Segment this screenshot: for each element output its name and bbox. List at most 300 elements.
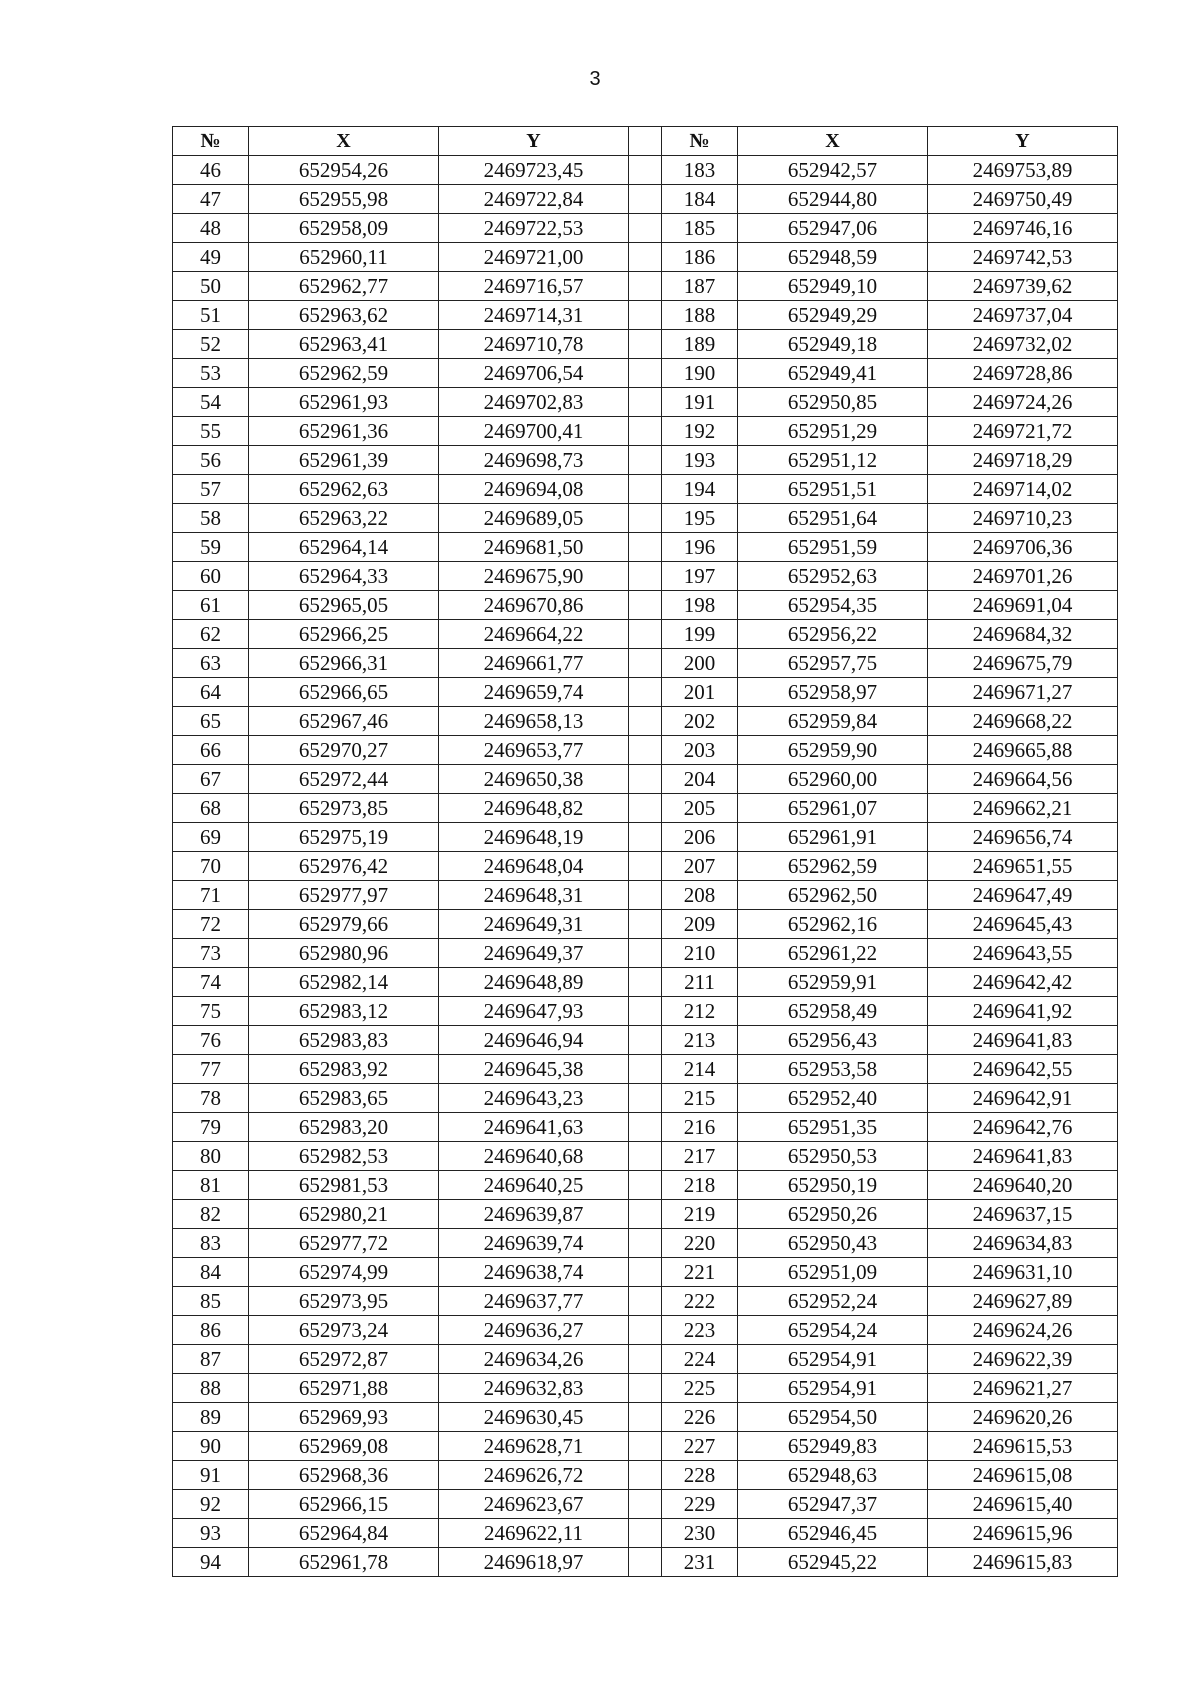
left-x-coordinate-cell: 652983,92 [249, 1055, 439, 1084]
table-row [173, 678, 1118, 707]
left-x-coordinate-cell: 652981,53 [249, 1171, 439, 1200]
right-y-coordinate-cell: 2469627,89 [928, 1287, 1118, 1316]
right-y-coordinate-cell: 2469642,76 [928, 1113, 1118, 1142]
right-y-coordinate-cell: 2469684,32 [928, 620, 1118, 649]
left-point-number-cell: 71 [173, 881, 249, 910]
header-y-left: Y [439, 127, 629, 156]
right-x-coordinate-cell: 652962,50 [738, 881, 928, 910]
right-point-number-cell: 216 [662, 1113, 738, 1142]
header-number-left: № [173, 127, 249, 156]
right-x-coordinate-cell: 652947,06 [738, 214, 928, 243]
gap-cell [629, 1316, 662, 1345]
left-y-coordinate-cell: 2469722,53 [439, 214, 629, 243]
left-x-coordinate-cell: 652973,85 [249, 794, 439, 823]
left-x-coordinate-cell: 652954,26 [249, 156, 439, 185]
left-point-number-cell: 92 [173, 1490, 249, 1519]
left-point-number-cell: 90 [173, 1432, 249, 1461]
gap-cell [629, 185, 662, 214]
right-point-number-cell: 231 [662, 1548, 738, 1577]
left-y-coordinate-cell: 2469636,27 [439, 1316, 629, 1345]
header-gap [629, 127, 662, 156]
gap-cell [629, 1142, 662, 1171]
left-y-coordinate-cell: 2469694,08 [439, 475, 629, 504]
table-row [173, 388, 1118, 417]
left-y-coordinate-cell: 2469670,86 [439, 591, 629, 620]
left-point-number-cell: 86 [173, 1316, 249, 1345]
right-point-number-cell: 187 [662, 272, 738, 301]
left-x-coordinate-cell: 652964,84 [249, 1519, 439, 1548]
table-row [173, 1403, 1118, 1432]
right-point-number-cell: 206 [662, 823, 738, 852]
right-x-coordinate-cell: 652952,24 [738, 1287, 928, 1316]
gap-cell [629, 852, 662, 881]
right-point-number-cell: 220 [662, 1229, 738, 1258]
left-y-coordinate-cell: 2469623,67 [439, 1490, 629, 1519]
right-x-coordinate-cell: 652950,43 [738, 1229, 928, 1258]
left-x-coordinate-cell: 652961,39 [249, 446, 439, 475]
right-y-coordinate-cell: 2469624,26 [928, 1316, 1118, 1345]
table-row [173, 1055, 1118, 1084]
gap-cell [629, 591, 662, 620]
right-x-coordinate-cell: 652953,58 [738, 1055, 928, 1084]
left-x-coordinate-cell: 652955,98 [249, 185, 439, 214]
right-point-number-cell: 207 [662, 852, 738, 881]
left-point-number-cell: 85 [173, 1287, 249, 1316]
right-y-coordinate-cell: 2469746,16 [928, 214, 1118, 243]
left-point-number-cell: 63 [173, 649, 249, 678]
table-row [173, 649, 1118, 678]
left-y-coordinate-cell: 2469640,25 [439, 1171, 629, 1200]
page-number: 3 [589, 68, 601, 90]
right-point-number-cell: 213 [662, 1026, 738, 1055]
right-point-number-cell: 214 [662, 1055, 738, 1084]
right-y-coordinate-cell: 2469665,88 [928, 736, 1118, 765]
left-y-coordinate-cell: 2469722,84 [439, 185, 629, 214]
header-y-right: Y [928, 127, 1118, 156]
left-point-number-cell: 53 [173, 359, 249, 388]
table-row [173, 1084, 1118, 1113]
table-row [173, 214, 1118, 243]
right-x-coordinate-cell: 652954,24 [738, 1316, 928, 1345]
coordinates-table [172, 126, 1118, 1577]
left-point-number-cell: 77 [173, 1055, 249, 1084]
table-row [173, 881, 1118, 910]
right-x-coordinate-cell: 652958,97 [738, 678, 928, 707]
right-y-coordinate-cell: 2469640,20 [928, 1171, 1118, 1200]
table-row [173, 765, 1118, 794]
gap-cell [629, 1084, 662, 1113]
right-y-coordinate-cell: 2469637,15 [928, 1200, 1118, 1229]
right-point-number-cell: 225 [662, 1374, 738, 1403]
right-point-number-cell: 209 [662, 910, 738, 939]
table-row [173, 1026, 1118, 1055]
right-x-coordinate-cell: 652951,29 [738, 417, 928, 446]
left-point-number-cell: 73 [173, 939, 249, 968]
left-point-number-cell: 47 [173, 185, 249, 214]
right-x-coordinate-cell: 652945,22 [738, 1548, 928, 1577]
table-row [173, 1113, 1118, 1142]
right-point-number-cell: 228 [662, 1461, 738, 1490]
table-row [173, 794, 1118, 823]
gap-cell [629, 533, 662, 562]
right-y-coordinate-cell: 2469615,83 [928, 1548, 1118, 1577]
left-x-coordinate-cell: 652966,65 [249, 678, 439, 707]
left-point-number-cell: 78 [173, 1084, 249, 1113]
gap-cell [629, 678, 662, 707]
table-row [173, 1258, 1118, 1287]
left-y-coordinate-cell: 2469638,74 [439, 1258, 629, 1287]
left-y-coordinate-cell: 2469618,97 [439, 1548, 629, 1577]
right-point-number-cell: 193 [662, 446, 738, 475]
right-y-coordinate-cell: 2469662,21 [928, 794, 1118, 823]
right-point-number-cell: 186 [662, 243, 738, 272]
left-y-coordinate-cell: 2469658,13 [439, 707, 629, 736]
right-y-coordinate-cell: 2469643,55 [928, 939, 1118, 968]
left-x-coordinate-cell: 652964,14 [249, 533, 439, 562]
left-y-coordinate-cell: 2469723,45 [439, 156, 629, 185]
right-point-number-cell: 210 [662, 939, 738, 968]
right-y-coordinate-cell: 2469706,36 [928, 533, 1118, 562]
left-point-number-cell: 50 [173, 272, 249, 301]
right-x-coordinate-cell: 652947,37 [738, 1490, 928, 1519]
left-point-number-cell: 79 [173, 1113, 249, 1142]
right-y-coordinate-cell: 2469641,83 [928, 1142, 1118, 1171]
gap-cell [629, 649, 662, 678]
right-point-number-cell: 200 [662, 649, 738, 678]
gap-cell [629, 1403, 662, 1432]
right-point-number-cell: 205 [662, 794, 738, 823]
left-y-coordinate-cell: 2469643,23 [439, 1084, 629, 1113]
left-x-coordinate-cell: 652982,14 [249, 968, 439, 997]
right-y-coordinate-cell: 2469724,26 [928, 388, 1118, 417]
gap-cell [629, 1171, 662, 1200]
left-y-coordinate-cell: 2469702,83 [439, 388, 629, 417]
left-x-coordinate-cell: 652977,72 [249, 1229, 439, 1258]
left-y-coordinate-cell: 2469649,31 [439, 910, 629, 939]
left-x-coordinate-cell: 652966,25 [249, 620, 439, 649]
right-x-coordinate-cell: 652961,22 [738, 939, 928, 968]
left-x-coordinate-cell: 652964,33 [249, 562, 439, 591]
right-y-coordinate-cell: 2469691,04 [928, 591, 1118, 620]
right-y-coordinate-cell: 2469615,40 [928, 1490, 1118, 1519]
right-point-number-cell: 203 [662, 736, 738, 765]
right-point-number-cell: 190 [662, 359, 738, 388]
right-y-coordinate-cell: 2469651,55 [928, 852, 1118, 881]
right-x-coordinate-cell: 652954,35 [738, 591, 928, 620]
right-point-number-cell: 208 [662, 881, 738, 910]
left-y-coordinate-cell: 2469706,54 [439, 359, 629, 388]
left-y-coordinate-cell: 2469661,77 [439, 649, 629, 678]
left-y-coordinate-cell: 2469639,74 [439, 1229, 629, 1258]
right-y-coordinate-cell: 2469645,43 [928, 910, 1118, 939]
left-x-coordinate-cell: 652966,15 [249, 1490, 439, 1519]
left-y-coordinate-cell: 2469659,74 [439, 678, 629, 707]
left-point-number-cell: 48 [173, 214, 249, 243]
table-row [173, 1200, 1118, 1229]
left-x-coordinate-cell: 652960,11 [249, 243, 439, 272]
left-x-coordinate-cell: 652983,20 [249, 1113, 439, 1142]
right-y-coordinate-cell: 2469622,39 [928, 1345, 1118, 1374]
left-x-coordinate-cell: 652963,41 [249, 330, 439, 359]
right-point-number-cell: 222 [662, 1287, 738, 1316]
right-x-coordinate-cell: 652952,40 [738, 1084, 928, 1113]
gap-cell [629, 1490, 662, 1519]
left-point-number-cell: 72 [173, 910, 249, 939]
right-x-coordinate-cell: 652950,53 [738, 1142, 928, 1171]
right-y-coordinate-cell: 2469642,91 [928, 1084, 1118, 1113]
left-point-number-cell: 64 [173, 678, 249, 707]
table-row [173, 736, 1118, 765]
left-point-number-cell: 67 [173, 765, 249, 794]
left-point-number-cell: 52 [173, 330, 249, 359]
table-row [173, 939, 1118, 968]
right-y-coordinate-cell: 2469642,42 [928, 968, 1118, 997]
gap-cell [629, 707, 662, 736]
right-x-coordinate-cell: 652957,75 [738, 649, 928, 678]
gap-cell [629, 794, 662, 823]
right-x-coordinate-cell: 652961,07 [738, 794, 928, 823]
left-y-coordinate-cell: 2469710,78 [439, 330, 629, 359]
table-row [173, 1287, 1118, 1316]
gap-cell [629, 1548, 662, 1577]
right-point-number-cell: 188 [662, 301, 738, 330]
left-y-coordinate-cell: 2469675,90 [439, 562, 629, 591]
right-x-coordinate-cell: 652948,63 [738, 1461, 928, 1490]
left-y-coordinate-cell: 2469653,77 [439, 736, 629, 765]
left-point-number-cell: 49 [173, 243, 249, 272]
table-row [173, 910, 1118, 939]
gap-cell [629, 156, 662, 185]
left-point-number-cell: 88 [173, 1374, 249, 1403]
left-point-number-cell: 58 [173, 504, 249, 533]
left-point-number-cell: 87 [173, 1345, 249, 1374]
right-x-coordinate-cell: 652954,91 [738, 1345, 928, 1374]
left-point-number-cell: 56 [173, 446, 249, 475]
left-point-number-cell: 81 [173, 1171, 249, 1200]
left-point-number-cell: 60 [173, 562, 249, 591]
right-point-number-cell: 229 [662, 1490, 738, 1519]
left-point-number-cell: 69 [173, 823, 249, 852]
table-row [173, 591, 1118, 620]
right-x-coordinate-cell: 652961,91 [738, 823, 928, 852]
right-point-number-cell: 212 [662, 997, 738, 1026]
right-point-number-cell: 191 [662, 388, 738, 417]
right-x-coordinate-cell: 652960,00 [738, 765, 928, 794]
gap-cell [629, 504, 662, 533]
right-x-coordinate-cell: 652949,18 [738, 330, 928, 359]
left-point-number-cell: 76 [173, 1026, 249, 1055]
table-row [173, 620, 1118, 649]
right-y-coordinate-cell: 2469615,96 [928, 1519, 1118, 1548]
left-y-coordinate-cell: 2469648,19 [439, 823, 629, 852]
right-x-coordinate-cell: 652950,19 [738, 1171, 928, 1200]
right-y-coordinate-cell: 2469631,10 [928, 1258, 1118, 1287]
left-x-coordinate-cell: 652970,27 [249, 736, 439, 765]
gap-cell [629, 765, 662, 794]
left-y-coordinate-cell: 2469628,71 [439, 1432, 629, 1461]
left-point-number-cell: 84 [173, 1258, 249, 1287]
table-row [173, 301, 1118, 330]
right-y-coordinate-cell: 2469750,49 [928, 185, 1118, 214]
table-row [173, 446, 1118, 475]
right-point-number-cell: 201 [662, 678, 738, 707]
table-row [173, 185, 1118, 214]
gap-cell [629, 1113, 662, 1142]
left-x-coordinate-cell: 652963,22 [249, 504, 439, 533]
right-x-coordinate-cell: 652949,41 [738, 359, 928, 388]
table-row [173, 1461, 1118, 1490]
gap-cell [629, 1461, 662, 1490]
right-point-number-cell: 198 [662, 591, 738, 620]
header-x-right: X [738, 127, 928, 156]
right-x-coordinate-cell: 652948,59 [738, 243, 928, 272]
left-x-coordinate-cell: 652961,36 [249, 417, 439, 446]
gap-cell [629, 939, 662, 968]
gap-cell [629, 1432, 662, 1461]
gap-cell [629, 1258, 662, 1287]
left-point-number-cell: 89 [173, 1403, 249, 1432]
right-x-coordinate-cell: 652959,84 [738, 707, 928, 736]
left-y-coordinate-cell: 2469626,72 [439, 1461, 629, 1490]
left-y-coordinate-cell: 2469646,94 [439, 1026, 629, 1055]
right-x-coordinate-cell: 652949,29 [738, 301, 928, 330]
right-x-coordinate-cell: 652962,59 [738, 852, 928, 881]
table-row [173, 997, 1118, 1026]
right-x-coordinate-cell: 652951,35 [738, 1113, 928, 1142]
left-point-number-cell: 65 [173, 707, 249, 736]
left-x-coordinate-cell: 652977,97 [249, 881, 439, 910]
right-y-coordinate-cell: 2469642,55 [928, 1055, 1118, 1084]
left-x-coordinate-cell: 652983,12 [249, 997, 439, 1026]
right-point-number-cell: 218 [662, 1171, 738, 1200]
left-x-coordinate-cell: 652968,36 [249, 1461, 439, 1490]
table-row [173, 1345, 1118, 1374]
right-x-coordinate-cell: 652951,64 [738, 504, 928, 533]
left-x-coordinate-cell: 652980,96 [249, 939, 439, 968]
table-row [173, 707, 1118, 736]
right-x-coordinate-cell: 652952,63 [738, 562, 928, 591]
right-x-coordinate-cell: 652956,43 [738, 1026, 928, 1055]
right-x-coordinate-cell: 652951,59 [738, 533, 928, 562]
left-y-coordinate-cell: 2469689,05 [439, 504, 629, 533]
table-row [173, 562, 1118, 591]
table-row [173, 1142, 1118, 1171]
table-row [173, 359, 1118, 388]
left-x-coordinate-cell: 652969,93 [249, 1403, 439, 1432]
left-y-coordinate-cell: 2469649,37 [439, 939, 629, 968]
right-y-coordinate-cell: 2469621,27 [928, 1374, 1118, 1403]
right-x-coordinate-cell: 652951,12 [738, 446, 928, 475]
right-y-coordinate-cell: 2469668,22 [928, 707, 1118, 736]
gap-cell [629, 359, 662, 388]
left-point-number-cell: 61 [173, 591, 249, 620]
gap-cell [629, 1026, 662, 1055]
right-y-coordinate-cell: 2469742,53 [928, 243, 1118, 272]
gap-cell [629, 1519, 662, 1548]
right-y-coordinate-cell: 2469753,89 [928, 156, 1118, 185]
left-x-coordinate-cell: 652967,46 [249, 707, 439, 736]
right-x-coordinate-cell: 652942,57 [738, 156, 928, 185]
table-row [173, 475, 1118, 504]
left-point-number-cell: 82 [173, 1200, 249, 1229]
left-y-coordinate-cell: 2469639,87 [439, 1200, 629, 1229]
right-y-coordinate-cell: 2469641,83 [928, 1026, 1118, 1055]
right-x-coordinate-cell: 652958,49 [738, 997, 928, 1026]
left-x-coordinate-cell: 652971,88 [249, 1374, 439, 1403]
right-point-number-cell: 189 [662, 330, 738, 359]
right-x-coordinate-cell: 652946,45 [738, 1519, 928, 1548]
left-y-coordinate-cell: 2469721,00 [439, 243, 629, 272]
right-y-coordinate-cell: 2469701,26 [928, 562, 1118, 591]
right-y-coordinate-cell: 2469656,74 [928, 823, 1118, 852]
left-point-number-cell: 83 [173, 1229, 249, 1258]
left-x-coordinate-cell: 652958,09 [249, 214, 439, 243]
table-row [173, 272, 1118, 301]
table-row [173, 1490, 1118, 1519]
right-point-number-cell: 224 [662, 1345, 738, 1374]
right-x-coordinate-cell: 652954,50 [738, 1403, 928, 1432]
right-point-number-cell: 192 [662, 417, 738, 446]
right-x-coordinate-cell: 652950,26 [738, 1200, 928, 1229]
gap-cell [629, 620, 662, 649]
left-y-coordinate-cell: 2469630,45 [439, 1403, 629, 1432]
left-point-number-cell: 68 [173, 794, 249, 823]
gap-cell [629, 272, 662, 301]
right-point-number-cell: 194 [662, 475, 738, 504]
right-point-number-cell: 219 [662, 1200, 738, 1229]
left-point-number-cell: 62 [173, 620, 249, 649]
gap-cell [629, 301, 662, 330]
right-point-number-cell: 226 [662, 1403, 738, 1432]
table-row [173, 823, 1118, 852]
right-point-number-cell: 223 [662, 1316, 738, 1345]
right-x-coordinate-cell: 652954,91 [738, 1374, 928, 1403]
left-x-coordinate-cell: 652972,87 [249, 1345, 439, 1374]
gap-cell [629, 243, 662, 272]
left-y-coordinate-cell: 2469681,50 [439, 533, 629, 562]
left-x-coordinate-cell: 652969,08 [249, 1432, 439, 1461]
left-x-coordinate-cell: 652961,78 [249, 1548, 439, 1577]
right-y-coordinate-cell: 2469671,27 [928, 678, 1118, 707]
left-point-number-cell: 54 [173, 388, 249, 417]
left-y-coordinate-cell: 2469648,31 [439, 881, 629, 910]
left-point-number-cell: 46 [173, 156, 249, 185]
left-y-coordinate-cell: 2469645,38 [439, 1055, 629, 1084]
left-x-coordinate-cell: 652983,83 [249, 1026, 439, 1055]
left-point-number-cell: 70 [173, 852, 249, 881]
gap-cell [629, 1229, 662, 1258]
left-x-coordinate-cell: 652962,77 [249, 272, 439, 301]
right-y-coordinate-cell: 2469739,62 [928, 272, 1118, 301]
table-row [173, 1374, 1118, 1403]
right-y-coordinate-cell: 2469737,04 [928, 301, 1118, 330]
gap-cell [629, 823, 662, 852]
table-row [173, 243, 1118, 272]
right-point-number-cell: 184 [662, 185, 738, 214]
left-y-coordinate-cell: 2469714,31 [439, 301, 629, 330]
gap-cell [629, 997, 662, 1026]
header-row [173, 127, 1118, 156]
gap-cell [629, 881, 662, 910]
left-x-coordinate-cell: 652963,62 [249, 301, 439, 330]
left-x-coordinate-cell: 652965,05 [249, 591, 439, 620]
left-x-coordinate-cell: 652976,42 [249, 852, 439, 881]
left-y-coordinate-cell: 2469664,22 [439, 620, 629, 649]
left-x-coordinate-cell: 652982,53 [249, 1142, 439, 1171]
right-point-number-cell: 230 [662, 1519, 738, 1548]
right-y-coordinate-cell: 2469675,79 [928, 649, 1118, 678]
left-point-number-cell: 55 [173, 417, 249, 446]
